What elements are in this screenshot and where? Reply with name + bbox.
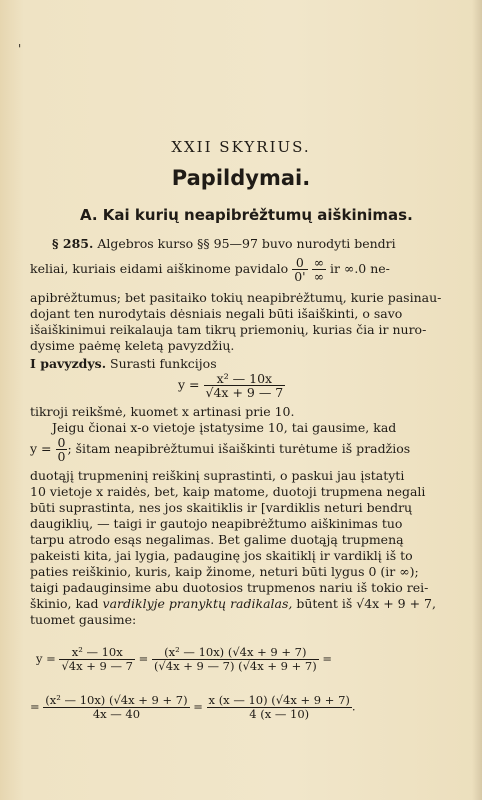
page-title: Papildymai. xyxy=(171,166,311,190)
para1-line4: dojant ten nurodytais dėsniais negali būti išaiškinti, o savo xyxy=(30,306,403,321)
para2-line2: Jeigu čionai x-o vietoje įstatysime 10, tai gausime, kad xyxy=(52,420,397,435)
fraction-inf-inf: $\frac{\infty}{\infty}$ xyxy=(313,255,324,284)
formula-fraction-1: $\frac{\text{x² — 10x}}{√4x + 9 — 7}$ xyxy=(61,645,133,673)
example-formula xyxy=(178,372,285,399)
formula-fraction-2: $\frac{\text{(x² — 10x) (√4x + 9 + 7)}}{(√4x + 9 — 7) (√4x + 9 + 7)}$ xyxy=(153,645,317,673)
text: = xyxy=(30,699,40,714)
text: = xyxy=(138,651,149,666)
text: Algebros kurso §§ 95—97 buvo nurodyti bendri xyxy=(97,236,396,251)
para2-line4: duotąjį trupmeninį reiškinį suprastinti, o paskui jau įstatyti xyxy=(30,468,405,483)
text: y = xyxy=(36,651,56,666)
text: škinio, kad xyxy=(30,596,99,611)
fraction-zero-zero: $\frac{0}{0'}$ xyxy=(294,255,306,284)
formula-fraction-3: $\frac{\text{(x² — 10x) (√4x + 9 + 7)}}{4x — 40}$ xyxy=(45,693,188,721)
para1-line5: išaiškinimui reikalauja tam tikrų priemonių, kurias čia ir nuro- xyxy=(30,322,427,337)
para1-line6: dysime paėmę keletą pavyzdžių. xyxy=(30,338,235,353)
italic-text: vardiklyje pranyktų radikalas, xyxy=(102,596,293,611)
para2-line1: tikroji reikšmė, kuomet x artinasi prie 10. xyxy=(30,404,295,419)
text: y = xyxy=(178,377,200,392)
text: būtent iš √4x + 9 + 7, xyxy=(296,596,436,611)
section-number: § 285. xyxy=(52,236,94,251)
para2-line6: būti suprastinta, nes jos skaitiklis ir [vardiklis neturi bendrų xyxy=(30,500,413,515)
para2-line9: pakeisti kita, jai lygia, padauginę jos skaitiklį ir vardiklį iš to xyxy=(30,548,413,563)
para2-line13: tuomet gausime: xyxy=(30,612,137,627)
text: . xyxy=(351,699,356,714)
para2-line3 xyxy=(30,436,410,463)
example-fraction: $\frac{\text{x² — 10x}}{√4x + 9 — 7}$ xyxy=(205,371,284,400)
para2-line8: tarpu atrodo esąs negalimas. Bet galime duotąją trupmeną xyxy=(30,532,404,547)
formula-fraction-4: $\frac{x (x — 10) (√4x + 9 + 7)}{4 (x — 10)}$ xyxy=(208,693,350,721)
chapter-heading: XXII SKYRIUS. xyxy=(171,138,311,156)
para2-line10: paties reiškinio, kuris, kaip žinome, neturi būti lygus 0 (ir ∞); xyxy=(30,564,419,579)
example-label: I pavyzdys. xyxy=(30,356,107,371)
para2-line5: 10 vietoje x raidės, bet, kaip matome, duotoji trupmena negali xyxy=(30,484,426,499)
para1-line2 xyxy=(30,256,390,283)
para1-line3: apibrėžtumus; bet pasitaiko tokių neapibrėžtumų, kurie pasinau- xyxy=(30,290,442,305)
text: = xyxy=(322,651,333,666)
fraction-zero-zero-2: $\frac{0}{0}$ xyxy=(57,435,66,464)
para2-line11: taigi padauginsime abu duotosios trupmenos nariu iš tokio rei- xyxy=(30,580,429,595)
example-line xyxy=(30,356,217,371)
text: ; šitam neapibrėžtumui išaiškinti turėtume iš pradžios xyxy=(67,441,411,456)
page-fold-shadow xyxy=(472,0,482,800)
para2-line7: daugiklių, — taigi ir gautojo neapibrėžtumo aiškinimas tuo xyxy=(30,516,403,531)
text: ir ∞.0 ne- xyxy=(329,261,390,276)
margin-mark: ' xyxy=(18,42,22,56)
text: y = xyxy=(30,441,52,456)
text: keliai, kuriais eidami aiškinome pavidalo xyxy=(30,261,289,276)
para1-line1 xyxy=(52,236,396,251)
text: Surasti funkcijos xyxy=(110,356,217,371)
formula-row1 xyxy=(36,646,332,673)
formula-row2 xyxy=(30,694,356,721)
section-heading: A. Kai kurių neapibrėžtumų aiškinimas. xyxy=(80,206,413,224)
para2-line12 xyxy=(30,596,436,611)
text: = xyxy=(193,699,203,714)
